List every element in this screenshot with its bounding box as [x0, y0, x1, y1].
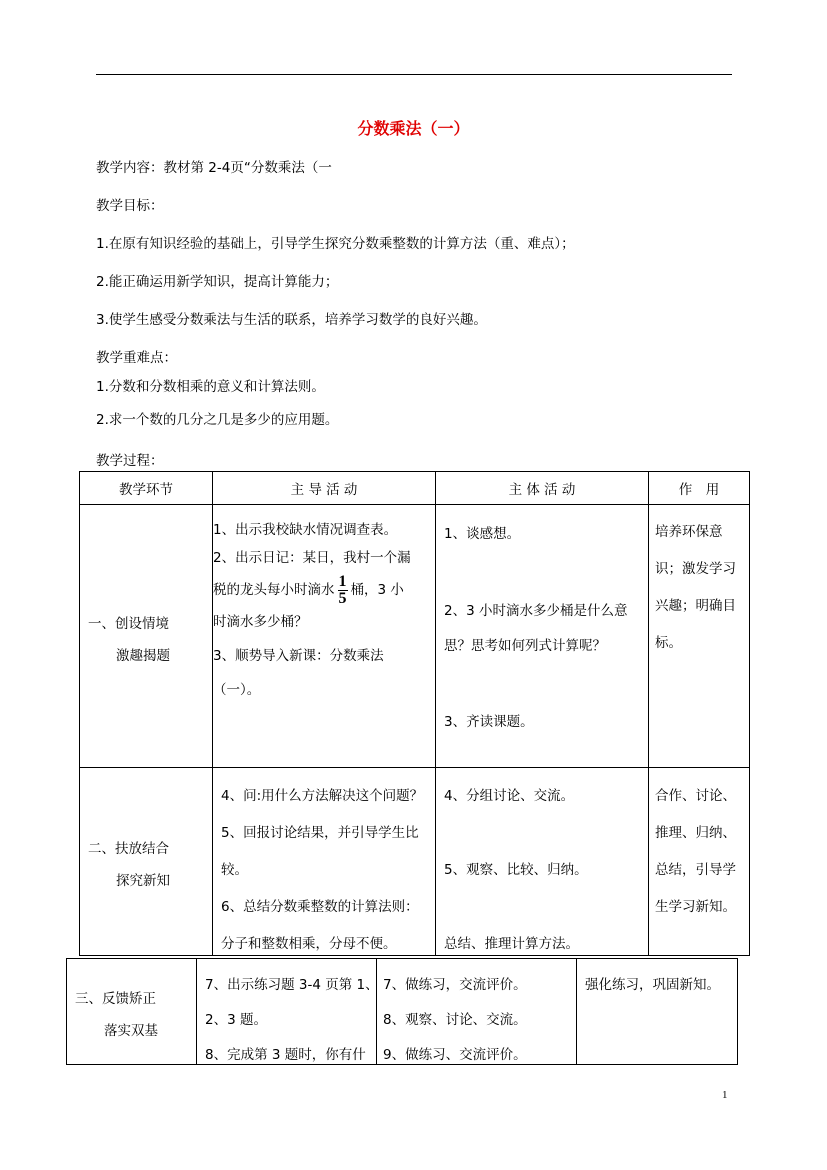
text-line: 9、做练习、交流评价。 [383, 1047, 527, 1063]
process-table-continued [66, 958, 738, 1065]
keypoints-heading: 教学重难点： [96, 350, 177, 366]
stage-label: 探究新知 [116, 873, 170, 889]
stage-label: 落实双基 [104, 1023, 158, 1039]
text-line: 7、做练习，交流评价。 [383, 977, 527, 993]
role-cell [649, 505, 750, 768]
text-line: 2、3 题。 [205, 1012, 267, 1028]
page-number: 1 [722, 1089, 728, 1101]
text-line: 4、问:用什么方法解决这个问题？ [221, 788, 424, 804]
text-segment: 桶，3 小 [350, 582, 404, 598]
stage-label: 一、创设情境 [88, 616, 169, 632]
text-line: 思？思考如何列式计算呢？ [444, 638, 606, 654]
text-line: 2、3 小时滴水多少桶是什么意 [444, 603, 628, 619]
text-line: 8、观察、讨论、交流。 [383, 1012, 527, 1028]
keypoint-item: 2.求一个数的几分之几是多少的应用题。 [96, 412, 339, 428]
text-line: 6、总结分数乘整数的计算法则： [221, 899, 419, 915]
fraction [338, 574, 348, 607]
text-line: 时滴水多少桶？ [213, 614, 308, 630]
process-table [79, 471, 750, 956]
text-line: 2、出示日记：某日，我村一个漏 [213, 550, 411, 566]
lead-activity-cell [197, 959, 377, 1065]
student-activity-cell [436, 505, 649, 768]
text-line: 识；激发学习 [655, 561, 736, 577]
goal-item: 1.在原有知识经验的基础上，引导学生探究分数乘整数的计算方法（重、难点）； [96, 236, 575, 252]
keypoint-item: 1.分数和分数相乘的意义和计算法则。 [96, 379, 325, 395]
header-rule [96, 74, 732, 75]
process-heading: 教学过程： [96, 453, 164, 469]
text-line: 3、顺势导入新课：分数乘法 [213, 648, 384, 664]
doc-title: 分数乘法（一） [357, 119, 470, 138]
text-line: 标。 [655, 635, 682, 651]
text-line: 4、分组讨论、交流。 [444, 788, 575, 804]
text-line: 8、完成第 3 题时，你有什 [205, 1047, 366, 1063]
text-line: 总结、推理计算方法。 [444, 936, 579, 952]
table-header-row [80, 472, 750, 505]
text-line: 1、谈感想。 [444, 526, 521, 542]
role-cell [577, 959, 738, 1065]
header-lead-activity: 主 导 活 动 [213, 472, 436, 505]
student-activity-cell [436, 768, 649, 956]
header-stage: 教学环节 [80, 472, 213, 505]
text-line: 合作、讨论、 [655, 788, 736, 804]
stage-cell [80, 768, 213, 956]
content-line: 教学内容：教材第 2-4页“分数乘法（一 [96, 160, 332, 176]
stage-label: 三、反馈矫正 [75, 991, 156, 1007]
table-row [80, 768, 750, 956]
role-cell [649, 768, 750, 956]
text-line: 1、出示我校缺水情况调查表。 [213, 522, 398, 538]
text-line: 5、观察、比较、归纳。 [444, 862, 588, 878]
text-line: 5、回报讨论结果，并引导学生比 [221, 825, 419, 841]
stage-label: 二、扶放结合 [88, 841, 169, 857]
stage-cell [67, 959, 197, 1065]
text-line: 7、出示练习题 3-4 页第 1、 [205, 977, 379, 993]
text-line: 强化练习，巩固新知。 [585, 977, 720, 993]
goals-heading: 教学目标： [96, 198, 164, 214]
text-line: 总结，引导学 [655, 862, 736, 878]
student-activity-cell [377, 959, 577, 1065]
lead-activity-cell [213, 768, 436, 956]
lead-activity-cell [213, 505, 436, 768]
text-line: （一）。 [213, 682, 261, 698]
table-row [67, 959, 738, 1065]
header-role: 作 用 [649, 472, 750, 505]
stage-label: 激趣揭题 [116, 648, 170, 664]
fraction-denominator: 5 [338, 589, 347, 607]
text-line: 培养环保意 [655, 524, 723, 540]
text-line-with-fraction [213, 572, 435, 608]
stage-cell [80, 505, 213, 768]
fraction-numerator: 1 [338, 572, 347, 590]
text-segment: 税的龙头每小时滴水 [213, 582, 335, 598]
text-line: 较。 [221, 862, 248, 878]
header-student-activity: 主 体 活 动 [436, 472, 649, 505]
goal-item: 3.使学生感受分数乘法与生活的联系，培养学习数学的良好兴趣。 [96, 312, 487, 328]
table-row [80, 505, 750, 768]
text-line: 推理、归纳、 [655, 825, 736, 841]
text-line: 兴趣；明确目 [655, 598, 736, 614]
text-line: 3、齐读课题。 [444, 714, 534, 730]
text-line: 分子和整数相乘，分母不便。 [221, 936, 397, 952]
goal-item: 2.能正确运用新学知识，提高计算能力； [96, 274, 339, 290]
text-line: 生学习新知。 [655, 899, 736, 915]
